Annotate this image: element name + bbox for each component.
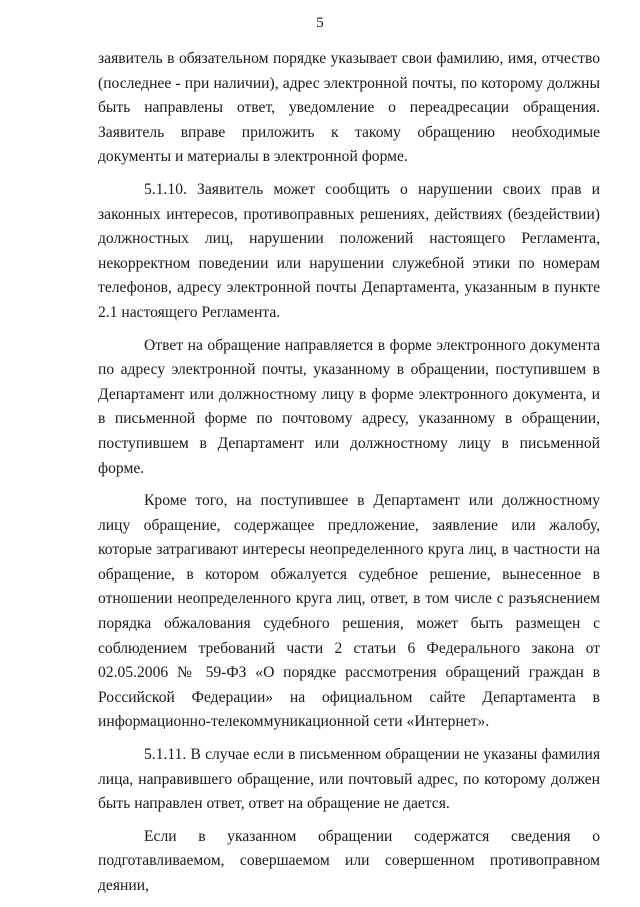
paragraph-publication: Кроме того, на поступившее в Департамент или должностному лицу обращение, содержащее предложение, заявление или жалобу, которые затрагивают интересы неопределенного круга лиц, в частности на обращение, в котором обжалуется судебное решение, вынесенное в отношении неопределенного круга лиц, ответ, в том числе с разъяснением порядка обжалования судебного решения, может быть размещен с соблюдением требований части 2 статьи 6 Федерального закона от 02.05.2006 № 59-ФЗ «О порядке рассмотрения обращений граждан в Российской Федерации» на официальном сайте Департамента в информационно-телекоммуникационной сети «Интернет». <box>98 492 600 731</box>
paragraph-5-1-10: 5.1.10. Заявитель может сообщить о нарушении своих прав и законных интересов, противоправных решениях, действиях (бездействии) должностных лиц, нарушении положений настоящего Регламента, некорректном поведении или нарушении служебной этики по номерам телефонов, адресу электронной почты Департамента, указанным в пункте 2.1 настоящего Регламента. <box>98 180 600 321</box>
document-body <box>98 47 600 907</box>
paragraph-response-form: Ответ на обращение направляется в форме электронного документа по адресу электронной почты, указанному в обращении, поступившем в Департамент или должностному лицу в форме электронного документа, и в письменной форме по почтовому адресу, указанному в обращении, поступившем в Департамент или должностному лицу в письменной форме. <box>98 336 600 477</box>
paragraph-continued: заявитель в обязательном порядке указывает свои фамилию, имя, отчество (последнее - при наличии), адрес электронной почты, по которому должны быть направлены ответ, уведомление о переадресации обращения. Заявитель вправе приложить к такому обращению необходимые документы и материалы в электронной форме. <box>98 50 600 166</box>
paragraph-5-1-11: 5.1.11. В случае если в письменном обращении не указаны фамилия лица, направившего обращение, или почтовый адрес, по которому должен быть направлен ответ, ответ на обращение не дается. <box>98 746 600 813</box>
page-number: 5 <box>316 15 324 31</box>
paragraph-unlawful-act: Если в указанном обращении содержатся сведения о подготавливаемом, совершаемом или совершенном противоправном деянии, <box>98 827 600 894</box>
